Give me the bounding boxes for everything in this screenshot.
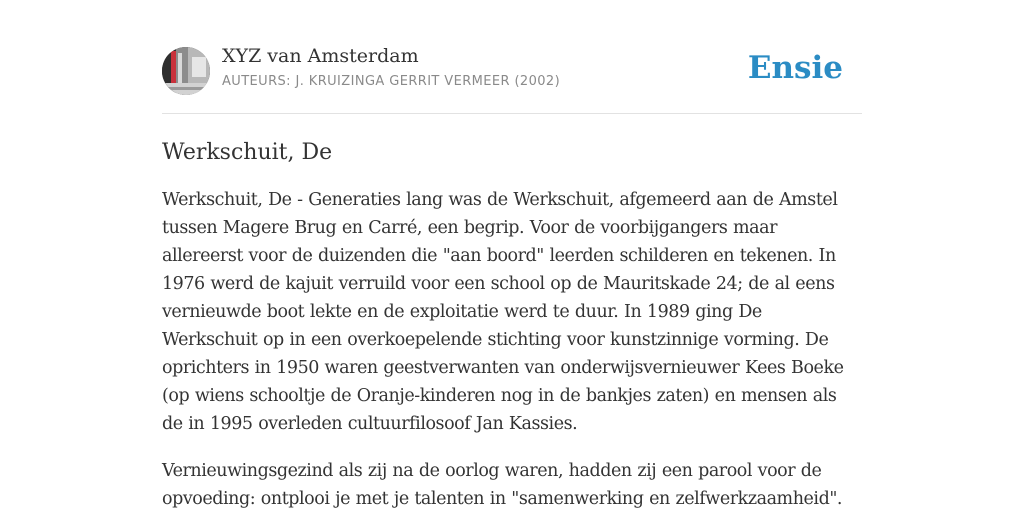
entry-body	[162, 186, 862, 512]
source-authors: AUTEURS: J. KRUIZINGA GERRIT VERMEER (2002)	[222, 74, 561, 89]
source-avatar[interactable]	[162, 47, 210, 95]
source-title[interactable]: XYZ van Amsterdam	[222, 45, 419, 67]
content-container	[162, 0, 862, 512]
source-header	[162, 0, 862, 114]
entry-paragraph: Vernieuwingsgezind als zij na de oorlog waren, hadden zij een parool voor de opvoeding: ontplooi je met je talenten in "samenwerking en zelfwerkzaamheid".	[162, 461, 843, 509]
entry-paragraph: Werkschuit, De - Generaties lang was de Werkschuit, afgemeerd aan de Amstel tussen Magere Brug en Carré, een begrip. Voor de voorbijgangers maar allereerst voor de duizenden die "aan boord" leerden schilderen en tekenen. In 1976 werd de kajuit verruild voor een school op de Mauritskade 24; de al eens vernieuwde boot lekte en de exploitatie werd te duur. In 1989 ging De Werkschuit op in een overkoepelende stichting voor kunstzinnige vorming. De oprichters in 1950 waren geestverwanten van onderwijsvernieuwer Kees Boeke (op wiens schooltje de Oranje-kinderen nog in de bankjes zaten) en mensen als de in 1995 overleden cultuurfilosoof Jan Kassies.	[162, 190, 844, 434]
ensie-logo-link[interactable]: Ensie	[747, 50, 843, 86]
book-cover-icon	[162, 47, 210, 95]
entry-title: Werkschuit, De	[162, 140, 333, 165]
